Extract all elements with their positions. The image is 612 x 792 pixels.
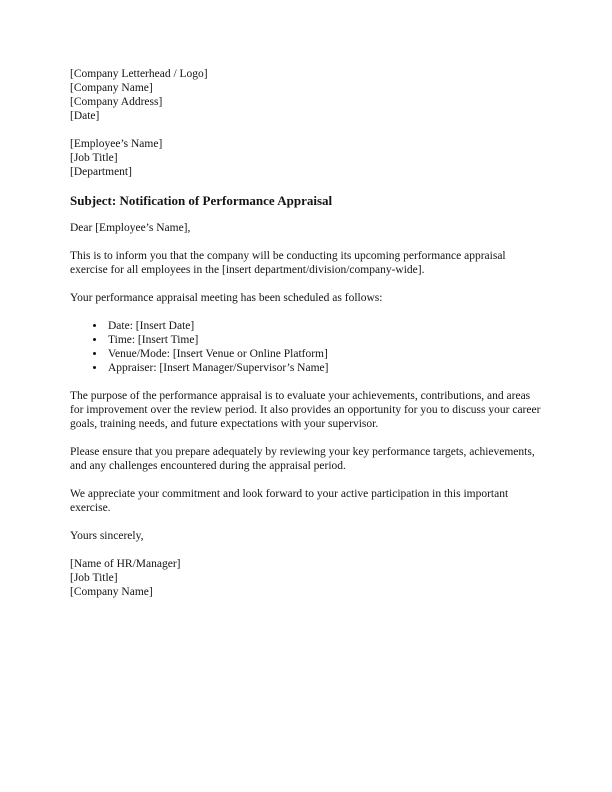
paragraph-prepare: Please ensure that you prepare adequately by reviewing your key performance targets, achievements, and any challenges encountered during the appraisal period. <box>70 446 535 472</box>
schedule-item-venue: • Venue/Mode: [Insert Venue or Online Platform] <box>106 347 542 361</box>
salutation: Dear [Employee’s Name], <box>70 222 191 234</box>
signer-job-title-placeholder: [Job Title] <box>70 572 118 584</box>
company-name-placeholder: [Company Name] <box>70 82 153 94</box>
paragraph-appreciation: We appreciate your commitment and look forward to your active participation in this important exercise. <box>70 488 509 514</box>
date-placeholder: [Date] <box>70 110 100 122</box>
paragraph-purpose: The purpose of the performance appraisal is to evaluate your achievements, contributions, and areas for improvement over the review period. It also provides an opportunity for you to discuss your career goals, training needs, and future expectations with your supervisor. <box>70 390 541 430</box>
company-letterhead-placeholder: [Company Letterhead / Logo] <box>70 68 208 80</box>
closing: Yours sincerely, <box>70 530 144 542</box>
schedule-list <box>70 319 542 375</box>
schedule-item-appraiser: • Appraiser: [Insert Manager/Supervisor’s Name] <box>106 361 542 375</box>
schedule-item-time: • Time: [Insert Time] <box>106 333 542 347</box>
signature-block <box>70 557 542 599</box>
sender-block <box>70 67 542 123</box>
recipient-block <box>70 137 542 179</box>
job-title-placeholder: [Job Title] <box>70 152 118 164</box>
schedule-item-date: • Date: [Insert Date] <box>106 319 542 333</box>
employee-name-placeholder: [Employee’s Name] <box>70 138 163 150</box>
paragraph-schedule-intro: Your performance appraisal meeting has been scheduled as follows: <box>70 292 383 304</box>
signer-company-name-placeholder: [Company Name] <box>70 586 153 598</box>
subject-line: Subject: Notification of Performance Appraisal <box>70 193 333 208</box>
company-address-placeholder: [Company Address] <box>70 96 163 108</box>
department-placeholder: [Department] <box>70 166 132 178</box>
hr-manager-name-placeholder: [Name of HR/Manager] <box>70 558 181 570</box>
paragraph-intro: This is to inform you that the company will be conducting its upcoming performance appraisal exercise for all employees in the [insert department/division/company-wide]. <box>70 250 506 276</box>
